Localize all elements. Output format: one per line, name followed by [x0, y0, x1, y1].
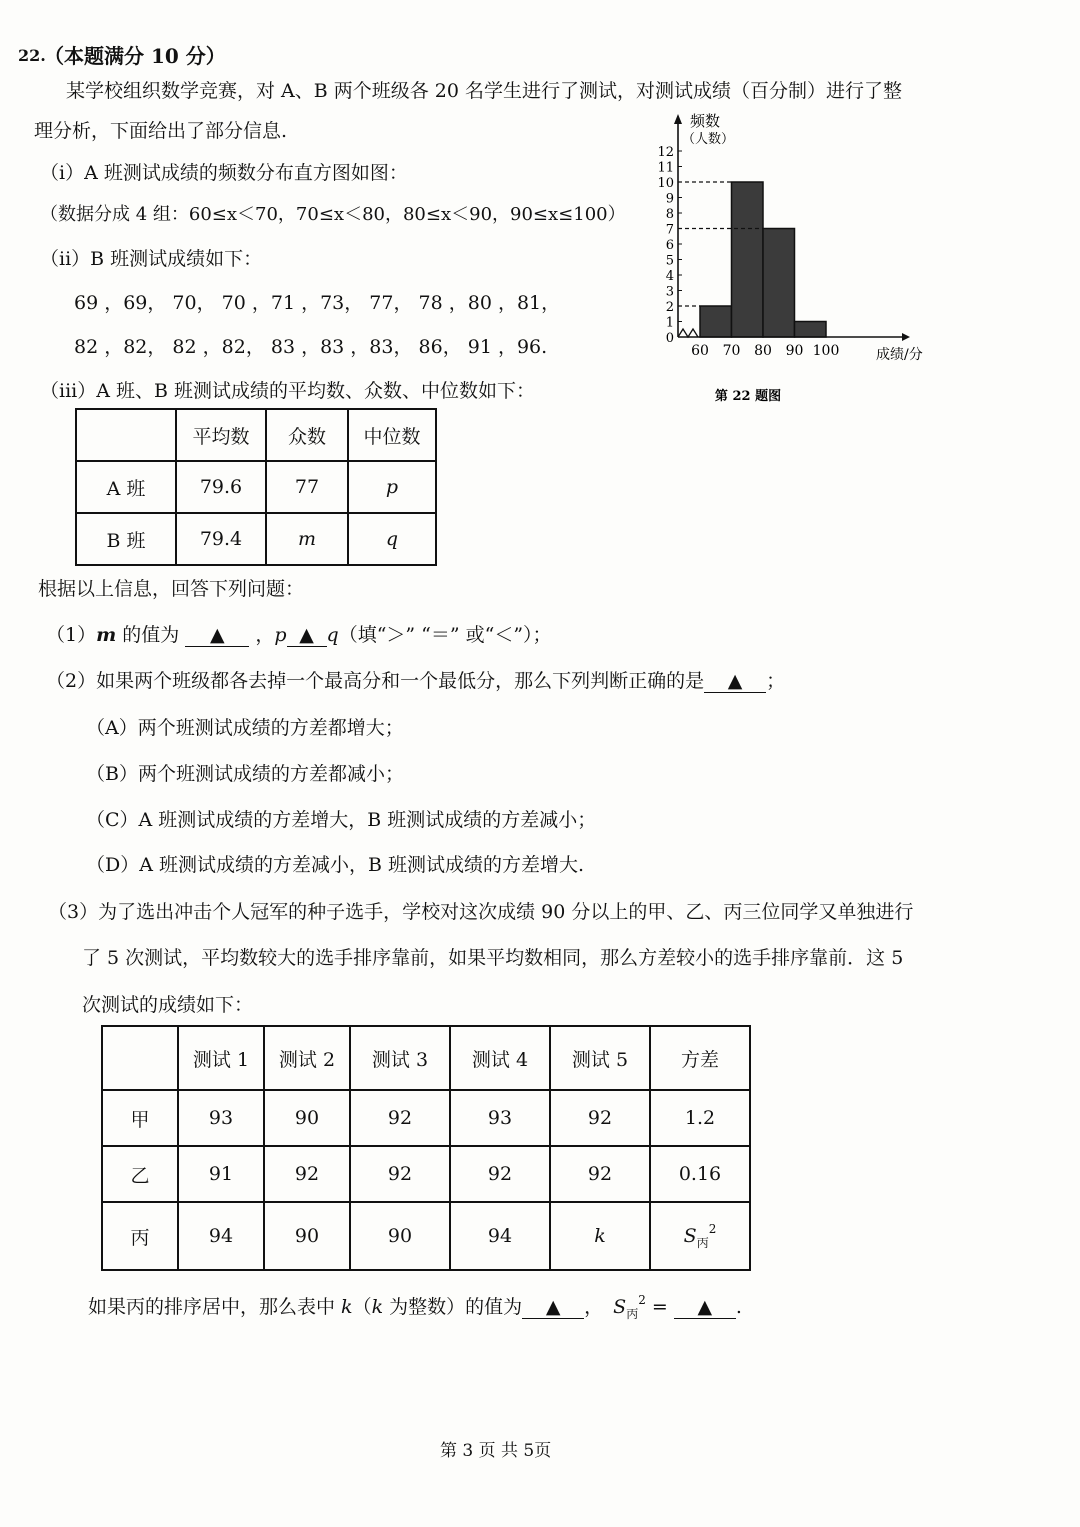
- y-tick-label-10: 10: [657, 176, 674, 191]
- stats-class-a: A 班: [76, 461, 176, 513]
- scores-row-yi: [102, 1146, 750, 1202]
- histogram-ylabel-unit: （人数）: [682, 132, 735, 147]
- scores-header-test-3: 测试 3: [350, 1026, 450, 1090]
- q1-hint: （填“＞” “＝” 或“＜”）；: [338, 624, 552, 646]
- q1-p: p: [274, 624, 287, 646]
- q2-blank[interactable]: ▲: [704, 670, 766, 693]
- scores-jia-variance: 1.2: [650, 1090, 750, 1146]
- y-tick-label-2: 2: [665, 300, 674, 315]
- stats-header-mode: 众数: [266, 409, 348, 461]
- stats-b-mode: m: [266, 513, 348, 565]
- scores-table: [101, 1025, 751, 1271]
- scores-jia-t5: 92: [550, 1090, 650, 1146]
- question-number: 22.: [18, 46, 46, 65]
- final-period: .: [735, 1296, 742, 1318]
- stats-a-mean: 79.6: [176, 461, 266, 513]
- final-text-1: 如果丙的排序居中，那么表中: [88, 1296, 342, 1318]
- y-tick-label-9: 9: [665, 191, 674, 207]
- y-tick-label-4: 4: [665, 269, 674, 284]
- scores-yi-name: 乙: [102, 1146, 178, 1202]
- final-s: S: [613, 1296, 627, 1318]
- histogram-bar-3: [763, 229, 795, 338]
- scores-jia-t2: 90: [264, 1090, 350, 1146]
- y-tick-label-8: 8: [665, 207, 674, 222]
- stats-b-median: q: [348, 513, 436, 565]
- scores-header-variance: 方差: [650, 1026, 750, 1090]
- question-points: （本题满分 10 分）: [44, 44, 226, 68]
- stats-table-row-a: [76, 461, 436, 513]
- final-k-2: k: [371, 1296, 384, 1318]
- q1-text: 的值为: [116, 624, 186, 646]
- q3-line-2: 了 5 次测试，平均数较大的选手排序靠前，如果平均数相同，那么方差较小的选手排序靠前．这 5: [82, 947, 904, 969]
- q2-line: [46, 666, 785, 693]
- info-ii: （ii）B 班测试成绩如下：: [40, 248, 263, 270]
- y-tick-label-5: 5: [665, 253, 674, 269]
- histogram-chart: [640, 108, 940, 408]
- histogram-xlabel: 成绩/分: [876, 347, 923, 363]
- final-s-sup: 2: [638, 1293, 646, 1307]
- final-blank-variance[interactable]: ▲: [674, 1296, 736, 1319]
- intro-line-1: 某学校组织数学竞赛，对 A、B 两个班级各 20 名学生进行了测试，对测试成绩（百分制）进行了整: [66, 80, 903, 102]
- scores-header-test-2: 测试 2: [264, 1026, 350, 1090]
- stats-table: [75, 408, 437, 566]
- histogram-bar-2: [732, 182, 764, 337]
- scores-yi-t4: 92: [450, 1146, 550, 1202]
- histogram-caption: 第 22 题图: [714, 389, 782, 404]
- q2-end: ；: [766, 670, 786, 692]
- scores-header-test-4: 测试 4: [450, 1026, 550, 1090]
- q1-q: q: [326, 624, 339, 646]
- info-iii: （iii）A 班、B 班测试成绩的平均数、众数、中位数如下：: [40, 380, 535, 402]
- scores-yi-variance: 0.16: [650, 1146, 750, 1202]
- q1-blank-compare[interactable]: ▲: [287, 624, 327, 647]
- final-comma: ，: [584, 1296, 604, 1318]
- histogram-axis-break: [678, 329, 698, 337]
- final-text-2: 为整数）的值为: [383, 1296, 523, 1318]
- info-i: （i）A 班测试成绩的频数分布直方图如图：: [40, 162, 408, 184]
- b-scores-row-2: 82 ，82， 82 ，82， 83 ，83 ，83， 86， 91 ，96.: [74, 336, 548, 358]
- x-tick-label-70: 70: [722, 343, 741, 359]
- scores-jia-t4: 93: [450, 1090, 550, 1146]
- stats-b-mean: 79.4: [176, 513, 266, 565]
- y-tick-label-12: 12: [657, 145, 674, 160]
- y-tick-label-6: 6: [665, 238, 674, 253]
- final-equals: =: [645, 1296, 674, 1318]
- x-tick-label-60: 60: [691, 343, 709, 359]
- scores-bing-t5: k: [550, 1202, 650, 1270]
- q1-label: （1）: [46, 624, 97, 646]
- scores-bing-t4: 94: [450, 1202, 550, 1270]
- stats-header-median: 中位数: [348, 409, 436, 461]
- y-tick-label-1: 1: [665, 315, 674, 331]
- scores-yi-t1: 91: [178, 1146, 264, 1202]
- final-s-sub: 丙: [626, 1307, 639, 1321]
- final-paren: （: [352, 1296, 372, 1318]
- variance-symbol: S: [683, 1224, 697, 1247]
- stats-a-median: p: [348, 461, 436, 513]
- histogram-bar-1: [700, 306, 732, 337]
- q3-line-3: 次测试的成绩如下：: [82, 994, 254, 1016]
- scores-row-bing: [102, 1202, 750, 1270]
- y-tick-label-3: 3: [665, 284, 674, 300]
- q3-line-1: （3）为了选出冲击个人冠军的种子选手，学校对这次成绩 90 分以上的甲、乙、丙三位同学又单独进行: [48, 901, 914, 923]
- scores-bing-t1: 94: [178, 1202, 264, 1270]
- q2-option-a: （A）两个班测试成绩的方差都增大；: [86, 717, 404, 739]
- scores-table-header-row: [102, 1026, 750, 1090]
- stats-header-empty: [76, 409, 176, 461]
- q1-comma: ，: [249, 624, 275, 646]
- scores-bing-t3: 90: [350, 1202, 450, 1270]
- page-footer: 第 3 页 共 5页: [440, 1441, 552, 1461]
- x-tick-label-90: 90: [785, 343, 804, 359]
- final-blank-k[interactable]: ▲: [522, 1296, 584, 1319]
- scores-jia-t3: 92: [350, 1090, 450, 1146]
- scores-header-test-1: 测试 1: [178, 1026, 264, 1090]
- histogram-ylabel: 频数: [690, 112, 721, 130]
- info-groups: （数据分成 4 组：60≤x＜70，70≤x＜80，80≤x＜90，90≤x≤100）: [40, 204, 626, 225]
- stats-a-mode: 77: [266, 461, 348, 513]
- variance-subscript: 丙: [696, 1235, 709, 1250]
- intro-line-2: 理分析，下面给出了部分信息.: [34, 120, 288, 142]
- scores-bing-variance: [650, 1202, 750, 1270]
- scores-yi-t5: 92: [550, 1146, 650, 1202]
- scores-header-empty: [102, 1026, 178, 1090]
- scores-row-jia: [102, 1090, 750, 1146]
- q1-line: [46, 620, 552, 647]
- histogram-x-arrow: [902, 333, 910, 341]
- stats-table-header-row: [76, 409, 436, 461]
- scores-bing-name: 丙: [102, 1202, 178, 1270]
- scores-header-test-5: 测试 5: [550, 1026, 650, 1090]
- y-tick-label-0: 0: [665, 331, 674, 346]
- scores-yi-t3: 92: [350, 1146, 450, 1202]
- scores-jia-name: 甲: [102, 1090, 178, 1146]
- final-k: k: [341, 1296, 353, 1318]
- b-scores-row-1: 69 ，69， 70， 70 ，71 ，73， 77， 78 ，80 ，81，: [74, 292, 561, 314]
- y-tick-label-11: 11: [657, 160, 674, 176]
- scores-yi-t2: 92: [264, 1146, 350, 1202]
- q1-blank-m[interactable]: ▲: [185, 624, 249, 647]
- y-tick-label-7: 7: [665, 222, 674, 238]
- answer-prompt: 根据以上信息，回答下列问题：: [38, 578, 305, 600]
- q2-option-c: （C）A 班测试成绩的方差增大，B 班测试成绩的方差减小；: [86, 809, 597, 831]
- scores-bing-t2: 90: [264, 1202, 350, 1270]
- final-line: [88, 1292, 742, 1322]
- q2-option-d: （D）A 班测试成绩的方差减小，B 班测试成绩的方差增大.: [86, 854, 585, 876]
- histogram-y-arrow: [674, 114, 682, 124]
- q2-stem: （2）如果两个班级都各去掉一个最高分和一个最低分，那么下列判断正确的是: [46, 670, 705, 692]
- stats-header-mean: 平均数: [176, 409, 266, 461]
- q1-m: m: [96, 624, 117, 646]
- x-tick-label-100: 100: [812, 343, 840, 359]
- q2-option-b: （B）两个班测试成绩的方差都减小；: [86, 763, 404, 785]
- scores-jia-t1: 93: [178, 1090, 264, 1146]
- variance-superscript: 2: [708, 1221, 717, 1236]
- stats-table-row-b: [76, 513, 436, 565]
- histogram-bar-4: [795, 322, 827, 338]
- stats-class-b: B 班: [76, 513, 176, 565]
- x-tick-label-80: 80: [754, 343, 772, 359]
